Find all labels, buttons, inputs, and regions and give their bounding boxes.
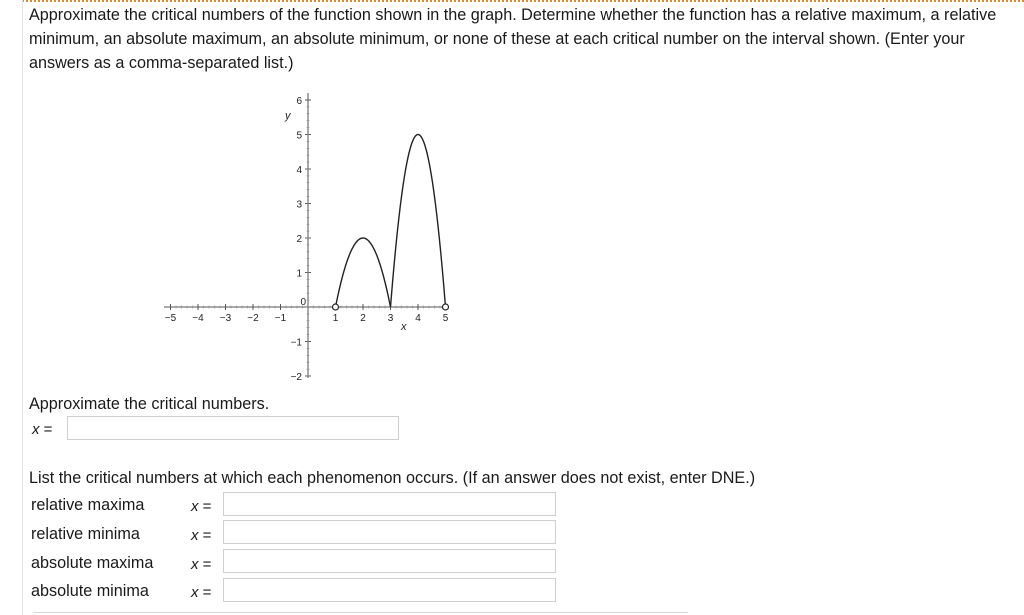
left-margin-rule: [22, 0, 23, 615]
absolute-maxima-input[interactable]: [223, 549, 556, 573]
absolute-minima-x-eq: [191, 583, 211, 603]
relative-maxima-input[interactable]: [223, 492, 556, 516]
x-variable: x: [191, 498, 199, 515]
absolute-maxima-x-eq: [191, 555, 211, 575]
relative-minima-input[interactable]: [223, 520, 556, 544]
open-endpoint: [333, 304, 339, 310]
relative-maxima-label: relative maxima: [31, 496, 145, 514]
absolute-maxima-label: absolute maxima: [31, 554, 154, 572]
y-tick-label: 3: [296, 199, 302, 211]
absolute-minima-label: absolute minima: [31, 582, 149, 600]
x-variable: x: [191, 556, 199, 573]
top-dotted-border: [22, 0, 1024, 2]
x-variable: x: [191, 584, 199, 601]
bottom-divider: [33, 612, 688, 613]
x-tick-label: 3: [387, 313, 394, 324]
y-tick-label: 6: [296, 96, 302, 107]
x-tick-label: 1: [332, 313, 339, 324]
question-prompt: Approximate the critical numbers of the function shown in the graph. Determine whether the function has a relative maximum, a relative minimum, an absolute maximum, an absolute minimum, or none of these at each critical number on the interval shown. (Enter your answers as a comma-separated list.): [29, 6, 997, 72]
curve-arch-2: [391, 135, 446, 308]
x-axis-ticks: [165, 297, 449, 324]
x-tick-label: 5: [442, 313, 449, 324]
x-tick-label: 2: [360, 313, 366, 324]
y-tick-label: −1: [290, 337, 302, 349]
equals-sign: =: [202, 556, 212, 573]
x-axis-label: x: [401, 321, 407, 333]
relative-minima-x-eq: [191, 526, 211, 546]
y-tick-label: −2: [290, 372, 302, 383]
x-tick-label: 4: [415, 313, 421, 324]
x-tick-label: −2: [247, 313, 259, 324]
x-variable: x: [32, 421, 40, 438]
phenomena-instruction: List the critical numbers at which each phenomenon occurs. (If an answer does not exist, enter DNE.): [29, 469, 756, 487]
y-axis-label: y: [285, 110, 291, 122]
x-tick-label: −1: [274, 313, 287, 324]
relative-maxima-x-eq: [191, 497, 211, 517]
equals-sign: =: [43, 421, 53, 438]
function-graph: [150, 88, 470, 388]
x-variable: x: [191, 527, 199, 544]
curve-arch-1: [336, 238, 391, 307]
critical-numbers-label: Approximate the critical numbers.: [29, 395, 270, 413]
absolute-minima-input[interactable]: [223, 578, 556, 602]
equals-sign: =: [202, 498, 212, 515]
equals-sign: =: [202, 527, 212, 544]
critical-x-eq-label: [32, 420, 52, 440]
open-endpoint: [443, 304, 449, 310]
x-tick-label: −4: [192, 313, 204, 324]
y-tick-label: 4: [296, 165, 302, 176]
relative-minima-label: relative minima: [31, 525, 140, 543]
x-tick-label: −5: [164, 313, 177, 324]
critical-numbers-input[interactable]: [67, 416, 399, 440]
x-tick-label: −3: [219, 313, 232, 324]
y-tick-label: 1: [296, 268, 302, 280]
equals-sign: =: [202, 584, 212, 601]
function-curves: [333, 135, 449, 311]
y-tick-label: 5: [296, 130, 302, 142]
x-tick-label: 0: [300, 297, 306, 308]
y-tick-label: 2: [296, 234, 302, 245]
